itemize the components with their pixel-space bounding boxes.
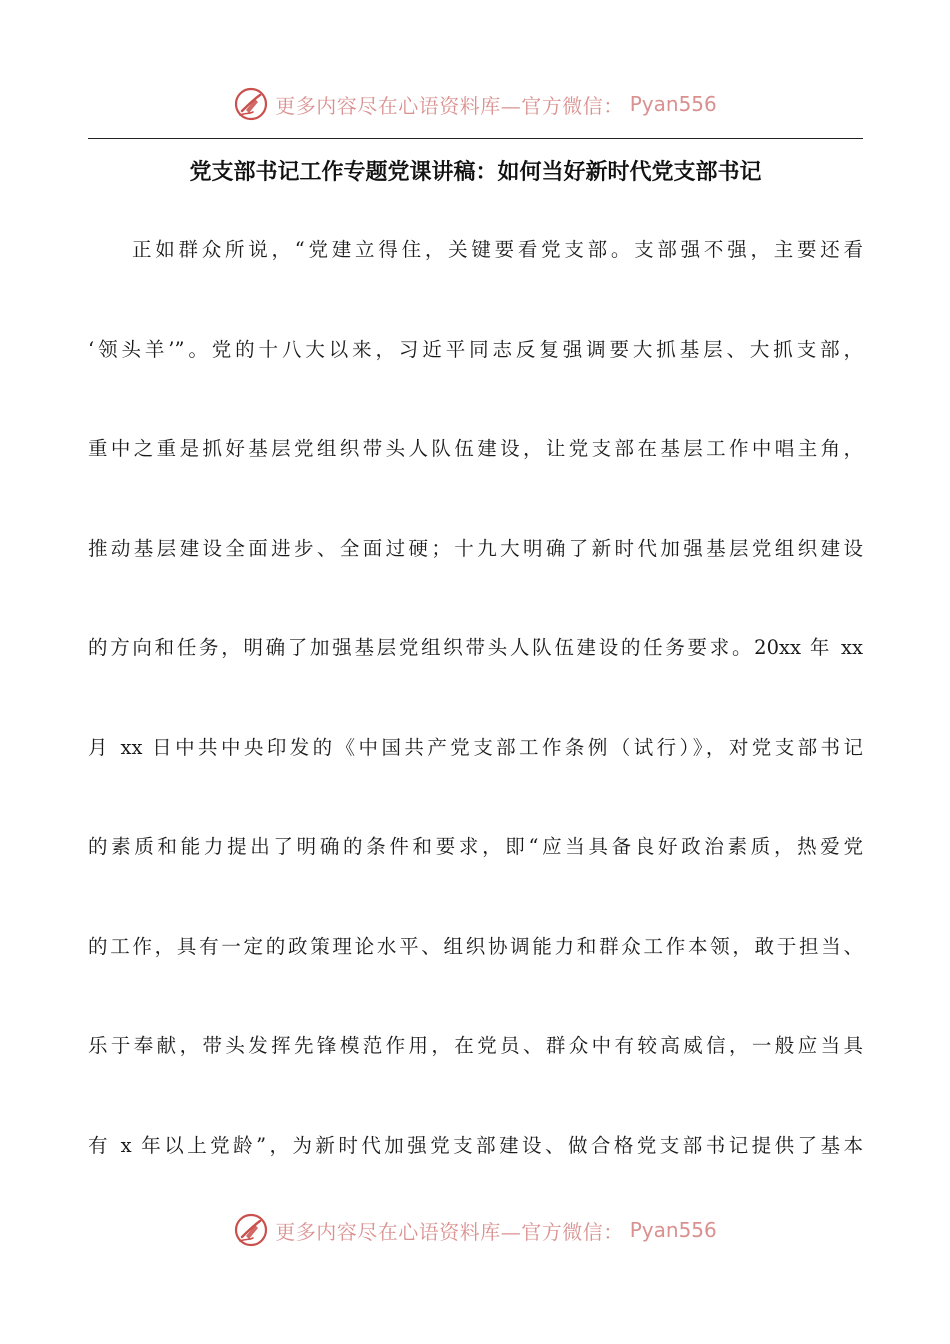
body-line: 重中之重是抓好基层党组织带头人队伍建设，让党支部在基层工作中唱主角， bbox=[88, 437, 863, 460]
body-line: 有 x 年以上党龄”，为新时代加强党支部建设、做合格党支部书记提供了基本 bbox=[88, 1133, 863, 1157]
watermark-label: 更多内容尽在心语资料库—官方微信： bbox=[275, 1219, 624, 1244]
watermark-label: 更多内容尽在心语资料库—官方微信： bbox=[275, 93, 624, 118]
watermark-contact: Pyan556 bbox=[629, 1218, 717, 1242]
footer-watermark bbox=[0, 1210, 950, 1250]
header-watermark bbox=[0, 84, 950, 124]
body-line: 推动基层建设全面进步、全面过硬；十九大明确了新时代加强基层党组织建设 bbox=[88, 536, 863, 560]
body-line: 月 xx 日中共中央印发的《中国共产党支部工作条例（试行）》，对党支部书记 bbox=[88, 735, 863, 759]
body-line: ‘领头羊’”。党的十八大以来，习近平同志反复强调要大抓基层、大抓支部， bbox=[88, 337, 863, 361]
body-line: 的素质和能力提出了明确的条件和要求，即“应当具备良好政治素质，热爱党 bbox=[88, 835, 863, 858]
watermark-contact: Pyan556 bbox=[629, 92, 717, 116]
body-line: 乐于奉献，带头发挥先锋模范作用，在党员、群众中有较高威信，一般应当具 bbox=[88, 1034, 863, 1057]
document-body bbox=[88, 226, 863, 1221]
header-rule bbox=[88, 138, 863, 139]
body-line: 的方向和任务，明确了加强基层党组织带头人队伍建设的任务要求。20xx 年 xx bbox=[88, 636, 863, 659]
pen-nib-logo-icon bbox=[233, 86, 269, 122]
pen-nib-logo-icon bbox=[233, 1212, 269, 1248]
body-line: 的工作，具有一定的政策理论水平、组织协调能力和群众工作本领，敢于担当、 bbox=[88, 934, 863, 958]
document-title: 党支部书记工作专题党课讲稿：如何当好新时代党支部书记 bbox=[189, 159, 762, 185]
body-line: 正如群众所说，“党建立得住，关键要看党支部。支部强不强，主要还看 bbox=[132, 238, 863, 261]
